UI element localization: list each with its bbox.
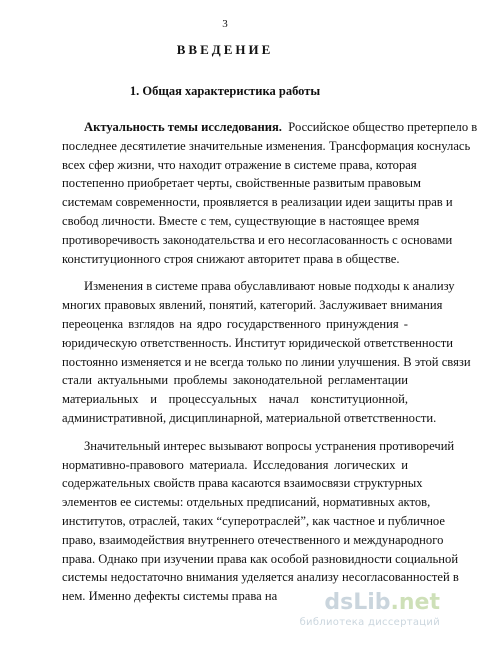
paragraph-3-line: права. Однако при изучении права как особой разновидности социальной xyxy=(62,551,459,566)
paragraph-3-line: нем. Именно дефекты системы права на xyxy=(62,589,278,604)
paragraph-2-line: стали актуальными проблемы законодательной регламентации xyxy=(62,373,408,388)
subsection-heading: 1. Общая характеристика работы xyxy=(129,84,321,98)
paragraph-2-line: многих правовых явлений, понятий, категорий. Заслуживает внимания xyxy=(62,298,443,313)
paragraph-3-line: элементов ее системы: отдельных предписаний, нормативных актов, xyxy=(62,495,431,510)
watermark-logo: dsLib.net xyxy=(324,590,440,615)
paragraph-1-line: системам современности, проявляется в реализации идеи защиты прав и xyxy=(62,195,453,210)
paragraph-3-line: нормативно-правового материала. Исследования логических и xyxy=(62,457,408,472)
paragraph-2-line: постоянно изменяется и не всегда только по линии улучшения. В этой связи xyxy=(62,354,471,369)
paragraph-2-line: юридическую ответственность. Институт юридической ответственности xyxy=(62,335,454,350)
dslib-watermark xyxy=(268,590,440,634)
paragraph-1-line: постепенно приобретает черты, свойственные развитым правовым xyxy=(62,176,421,191)
paragraph-3-line: право, взаимодействия внутреннего отечественного и международного xyxy=(62,532,444,547)
paragraph-2-line: административной, дисциплинарной, материальной ответственности. xyxy=(62,410,437,425)
section-heading: ВВЕДЕНИЕ xyxy=(176,42,274,57)
paragraph-2-line: материальных и процессуальных начал конституционной, xyxy=(62,392,408,407)
paragraph-2-line: Изменения в системе права обуславливают новые подходы к анализу xyxy=(84,279,455,294)
paragraph-1-line: свобод личности. Вместе с тем, существующие в настоящее время xyxy=(62,213,420,228)
paragraph-1-line: всех сфер жизни, что находит отражение в системе права, которая xyxy=(62,157,417,172)
paragraph-3-line: институтов, отраслей, таких “суперотраслей”, как частное и публичное xyxy=(62,513,445,528)
paragraph-1-line: последнее десятилетие значительные изменения. Трансформация коснулась xyxy=(62,138,471,153)
paragraph-1-line-1: Актуальность темы исследования. Российское общество претерпело в xyxy=(84,120,477,134)
paragraph-3-line: системы недостаточно внимания уделяется анализу несогласованностей в xyxy=(62,570,459,585)
watermark-subtitle: библиотека диссертаций xyxy=(299,617,440,628)
paragraph-1-line: противоречивость законодательства и его несогласованность с основами xyxy=(62,232,453,247)
paragraph-1-lead: Актуальность темы исследования. xyxy=(84,120,282,134)
paragraph-3-line: Значительный интерес вызывают вопросы устранения противоречий xyxy=(84,438,455,453)
page-number: 3 xyxy=(222,18,228,30)
paragraph-1-line: конституционного строя снижают авторитет права в обществе. xyxy=(62,251,400,266)
paragraph-3-line: содержательных свойств права касаются взаимосвязи структурных xyxy=(62,476,423,491)
paragraph-2-line: переоценка взглядов на ядро государственного принуждения - xyxy=(62,316,408,331)
